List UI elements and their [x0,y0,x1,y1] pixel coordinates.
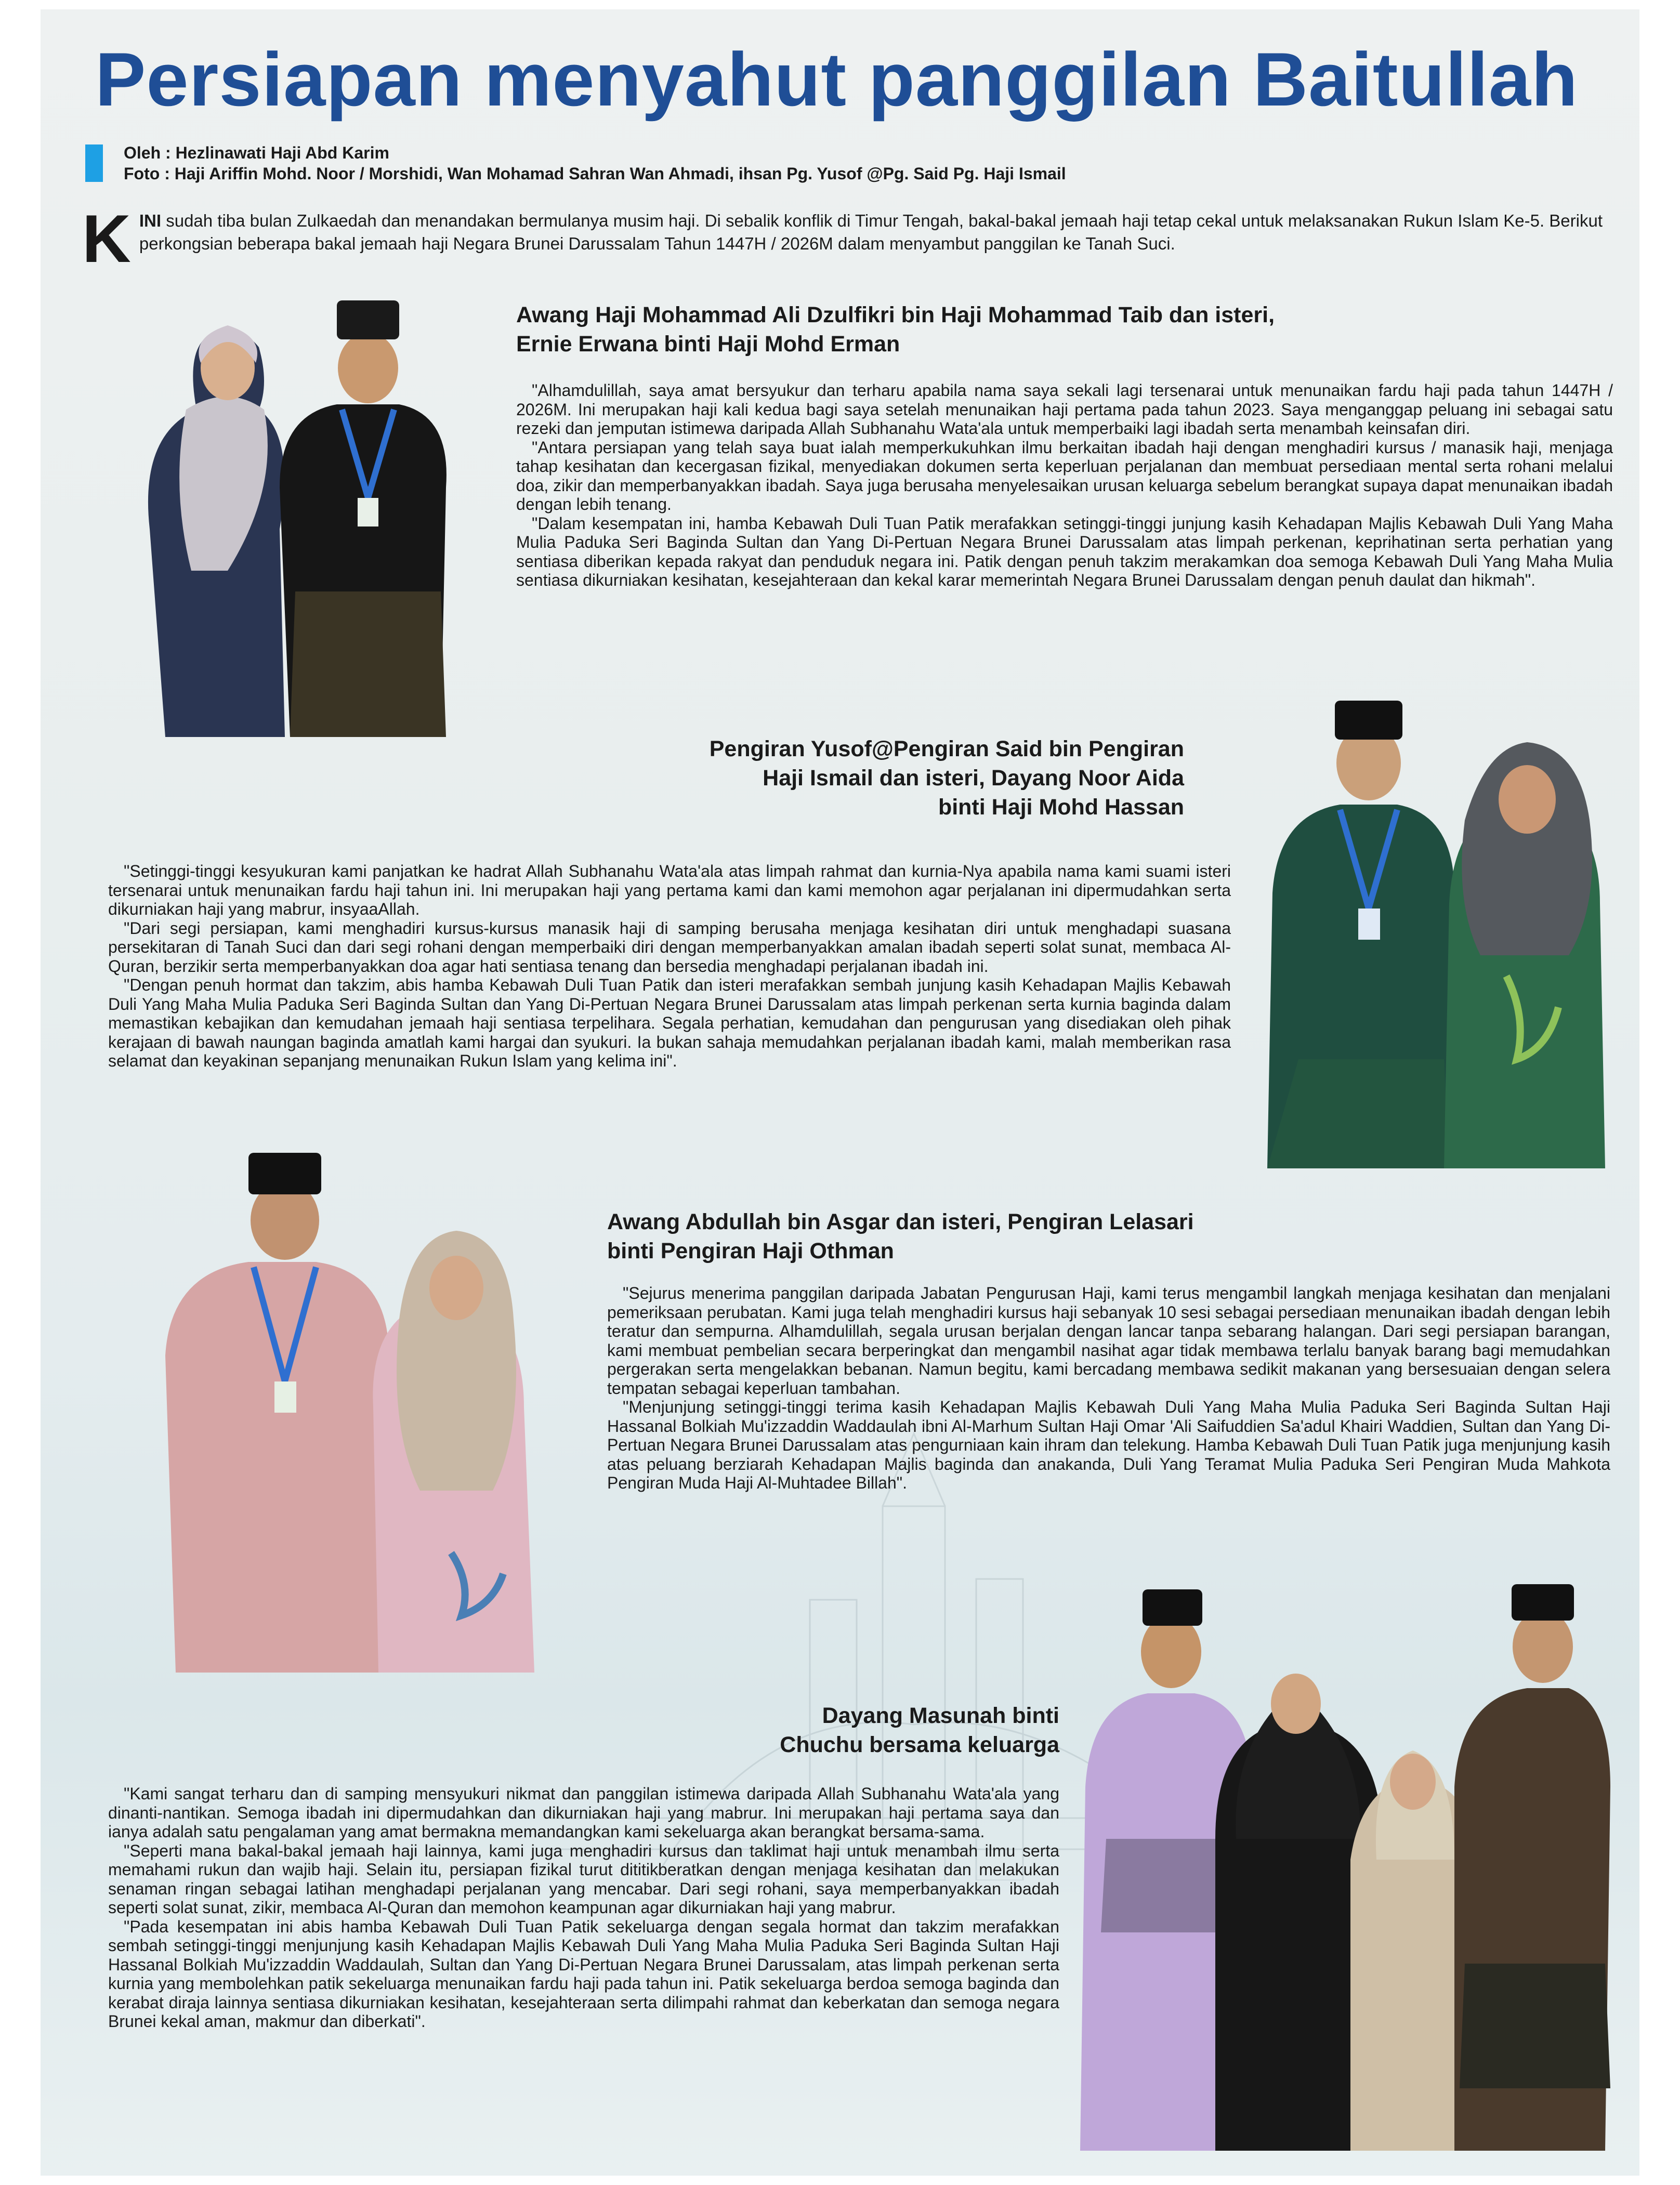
section-1-heading-line-2: Ernie Erwana binti Haji Mohd Erman [516,332,900,357]
section-2-body [108,862,1231,1071]
section-2-heading-line-2: Haji Ismail dan isteri, Dayang Noor Aida [763,766,1184,791]
section-1-body [516,381,1613,590]
section-4-paragraph-3: "Pada kesempatan ini abis hamba Kebawah Duli Tuan Patik sekeluarga dengan segala hormat dan takzim merafakkan sembah setinggi-tinggi menjunjung kasih Kehadapan Majlis Kebawah Duli Yang Maha Mulia Paduka Seri Baginda Sultan Haji Hassanal Bolkiah Mu'izzaddin Waddaulah, Sultan dan Yang Di-Pertuan Negara Brunei Darussalam, atas limpah perkenan serta kurnia yang membolehkan patik sekeluarga menunaikan fardu haji pada tahun ini. Patik sekeluarga berdoa semoga baginda dan kerabat diraja lainnya sentiasa dikurniakan kesihatan, kesejahteraan serta dilimpahi rahmat dan keberkatan dan semoga negara Brunei kekal aman, makmur dan diberkati". [108,1917,1059,2031]
section-2-heading [560,734,1184,822]
intro-text: sudah tiba bulan Zulkaedah dan menandakan bermulanya musim haji. Di sebalik konflik di Timur Tengah, bakal-bakal jemaah haji tetap cekal untuk melaksanakan Rukun Islam Ke-5. Berikut perkongsian beberapa bakal jemaah haji Negara Brunei Darussalam Tahun 1447H / 2026M dalam menyambut panggilan ke Tanah Suci. [139,211,1603,253]
intro-paragraph [82,201,1636,277]
photo-couple-3 [129,1137,576,1673]
author-line: Oleh : Hezlinawati Haji Abd Karim [124,143,389,162]
article-title: Persiapan menyahut panggilan Baitullah [95,37,1579,122]
section-3-heading [607,1207,1387,1266]
photo-family-4 [1059,1569,1621,2151]
section-1-paragraph-2: "Antara persiapan yang telah saya buat ialah memperkukuhkan ilmu berkaitan ibadah haji dengan menghadiri kursus / manasik haji, menjaga tahap kesihatan dan kecergasan fizikal, menyediakan dokumen serta keperluan perjalanan dan membuat persediaan mental serta rohani melalui doa, zikir dan memperbanyakkan ibadah. Saya juga berusaha menyelesaikan urusan keluarga sebelum berangkat supaya dapat menunaikan ibadah dengan lebih tenang. [516,438,1613,514]
section-4-heading-line-2: Chuchu bersama keluarga [780,1732,1059,1757]
intro-lead: INI [139,211,162,230]
section-2-heading-line-3: binti Haji Mohd Hassan [938,795,1184,820]
section-3-paragraph-2: "Menjunjung setinggi-tinggi terima kasih Kehadapan Majlis Kebawah Duli Yang Maha Mulia Paduka Seri Baginda Sultan Haji Hassanal Bolkiah Mu'izzaddin Waddaulah ibni Al-Marhum Sultan Haji Omar 'Ali Saifuddien Sa'adul Khairi Waddien, Sultan dan Yang Di-Pertuan Negara Brunei Darussalam atas pengurniaan kain ihram dan telekung. Hamba Kebawah Duli Tuan Patik juga menjunjung kasih atas peluang berziarah Kehadapan Majlis baginda dan anakanda, Duli Yang Teramat Mulia Paduka Seri Pengiran Muda Mahkota Pengiran Muda Haji Al-Muhtadee Billah". [607,1398,1610,1492]
section-3-heading-line-2: binti Pengiran Haji Othman [607,1239,894,1263]
section-4-body [108,1784,1059,2031]
section-4-heading-line-1: Dayang Masunah binti [822,1703,1059,1728]
section-2-heading-line-1: Pengiran Yusof@Pengiran Said bin Pengiran [709,736,1184,761]
section-1-heading [516,300,1452,359]
section-3-paragraph-1: "Sejurus menerima panggilan daripada Jabatan Pengurusan Haji, kami terus mengambil langkah menjaga kesihatan dan menjalani pemeriksaan perubatan. Kami juga telah menghadiri kursus haji sebanyak 10 sesi sebagai persediaan menunaikan ibadah dengan lebih teratur dan sempurna. Alhamdulillah, segala urusan berjalan dengan lancar tanpa sebarang halangan. Dari segi persiapan barangan, kami membuat pembelian secara berperingkat dan mengambil nasihat agar tidak membawa terlalu banyak barang bagi memudahkan pergerakan serta mengelakkan bebanan. Namun begitu, kami bercadang membawa sedikit makanan yang bersesuaian dengan selera tempatan sebagai keperluan tambahan. [607,1284,1610,1398]
byline [124,142,1066,184]
section-1-heading-line-1: Awang Haji Mohammad Ali Dzulfikri bin Haji Mohammad Taib dan isteri, [516,302,1275,327]
photo-couple-1 [108,280,462,737]
section-4-paragraph-1: "Kami sangat terharu dan di samping mensyukuri nikmat dan panggilan istimewa daripada Allah Subhanahu Wata'ala yang dinanti-nantikan. Semoga ibadah ini dipermudahkan dan dikurniakan haji yang mabrur. Ini merupakan haji pertama saya dan ianya adalah satu pengalaman yang amat bermakna memandangkan kami sekeluarga akan berangkat bersama-sama. [108,1784,1059,1841]
section-2-paragraph-1: "Setinggi-tinggi kesyukuran kami panjatkan ke hadrat Allah Subhanahu Wata'ala atas limpah rahmat dan kurnia-Nya apabila nama kami suami isteri tersenarai untuk menunaikan fardu haji tahun ini. Ini merupakan haji yang pertama kami dan kami memohon agar perjalanan ini dipermudahkan serta dikurniakan haji yang mabrur, insyaaAllah. [108,862,1231,918]
section-3-body [607,1284,1610,1493]
drop-cap: K [82,201,131,277]
section-2-paragraph-2: "Dari segi persiapan, kami menghadiri kursus-kursus manasik haji di samping berusaha menjaga kesihatan diri untuk menghadapi suasana persekitaran di Tanah Suci dan dari segi rohani dengan memperbaiki diri dengan memperbanyakkan amalan ibadah seperti solat sunat, membaca Al-Quran, berzikir serta memperbanyakkan doa agar hati sentiasa tenang dan bersedia menghadapi perjalanan ibadah ini. [108,918,1231,976]
byline-accent-bar [85,144,103,182]
photo-credit-line: Foto : Haji Ariffin Mohd. Noor / Morshidi, Wan Mohamad Sahran Wan Ahmadi, ihsan Pg. Yusof @Pg. Said Pg. Haji Ismail [124,164,1066,183]
section-1-paragraph-3: "Dalam kesempatan ini, hamba Kebawah Duli Tuan Patik merafakkan setinggi-tinggi junjung kasih Kehadapan Majlis Kebawah Duli Yang Maha Mulia Paduka Seri Baginda Sultan dan Yang Di-Pertuan Negara Brunei Darussalam atas limpah perkenan, keprihatinan serta perhatian yang sentiasa diberikan kepada rakyat dan penduduk negara ini. Patik dengan penuh takzim merakamkan doa semoga Kebawah Duli Yang Maha Mulia sentiasa dikurniakan kesihatan, kesejahteraan dan kekal karar memerintah Negara Brunei Darussalam dengan penuh daulat dan hikmah". [516,514,1613,589]
section-2-paragraph-3: "Dengan penuh hormat dan takzim, abis hamba Kebawah Duli Tuan Patik dan isteri merafakkan sembah junjung kasih Kehadapan Majlis Kebawah Duli Yang Maha Mulia Paduka Seri Baginda Sultan dan Yang Di-Pertuan Negara Brunei Darussalam atas limpah perkenan serta kurnia baginda dalam memastikan kebajikan dan kemudahan jemaah haji sentiasa terpelihara. Segala perhatian, kemudahan dan pengurusan yang disediakan oleh pihak kerajaan di bawah naungan baginda amatlah kami hargai dan syukuri. Ia bukan sahaja memudahkan perjalanan ibadah kami, malah memberikan rasa selamat dan keyakinan sepanjang menunaikan Rukun Islam yang kelima ini". [108,976,1231,1070]
magazine-page [41,9,1639,2176]
section-3-heading-line-1: Awang Abdullah bin Asgar dan isteri, Pengiran Lelasari [607,1209,1194,1234]
section-4-paragraph-2: "Seperti mana bakal-bakal jemaah haji lainnya, kami juga menghadiri kursus dan taklimat haji untuk menambah ilmu serta memahami rukun dan wajib haji. Selain itu, persiapan fizikal turut dititikberatkan dengan menjaga kesihatan dan melakukan senaman ringan sebagai latihan menghadapi perjalanan yang mencabar. Dari segi rohani, saya memperbanyakkan ibadah seperti solat sunat, zikir, membaca Al-Quran dan memohon keampunan agar dikurniakan haji yang mabrur. [108,1841,1059,1917]
photo-couple-2 [1236,685,1621,1168]
section-1-paragraph-1: "Alhamdulillah, saya amat bersyukur dan terharu apabila nama saya sekali lagi tersenarai untuk menunaikan fardu haji pada tahun 1447H / 2026M. Ini merupakan haji kali kedua bagi saya setelah menunaikan haji pertama pada tahun 2023. Saya menganggap peluang ini sebagai satu rezeki dan jemputan istimewa daripada Allah Subhanahu Wata'ala untuk memperbaiki lagi ibadah serta menambah keinsafan diri. [516,381,1613,438]
section-4-heading [508,1701,1059,1759]
